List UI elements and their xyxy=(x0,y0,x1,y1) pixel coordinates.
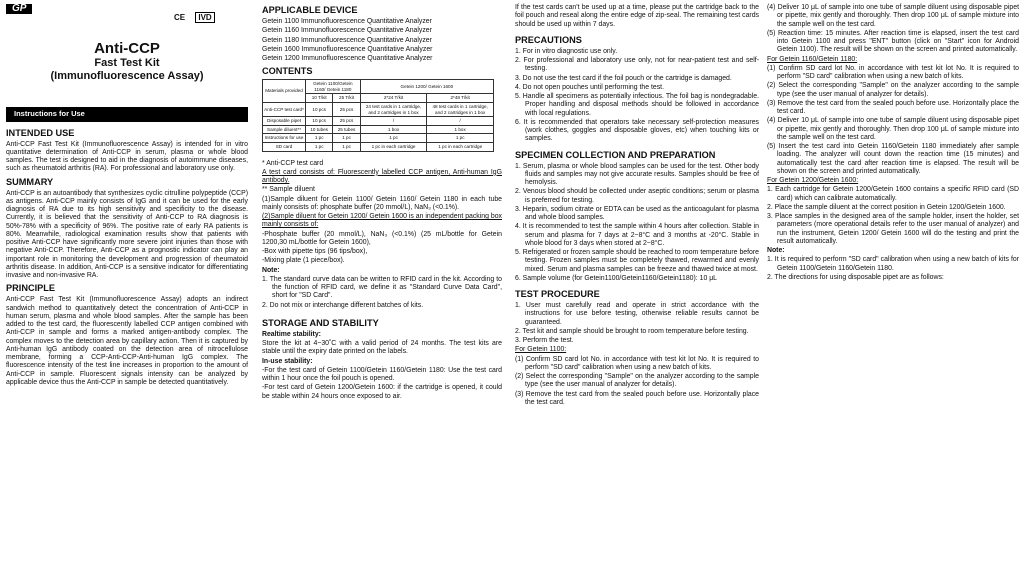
table-subheader: 2*48 T/kit xyxy=(427,94,494,103)
certification-marks xyxy=(174,14,223,22)
table-cell: 25 pcs xyxy=(333,117,360,126)
note-line: -Box with pipette tips (96 tips/box), xyxy=(262,248,368,256)
procedure-step: (5) Insert the test card into Getein 1160/Getein 1180 immediately after sample loading. The analyzer will count down the reaction time (15 minutes) and automatically test the card after reaction time is elapsed. The result will be shown on the screen and printed automatically. xyxy=(767,143,1019,175)
table-cell: 10 pcs xyxy=(306,117,333,126)
procedure-step: (3) Remove the test card from the sealed pouch before use. Horizontally place the test card. xyxy=(515,390,759,406)
storage-heading: STORAGE AND STABILITY xyxy=(262,317,379,328)
table-cell: 1 box xyxy=(360,125,427,134)
precaution-item: 6. It is recommended that operators take necessary self-protection measures (work clothes, goggles and disposable gloves, etc) when touching kits or samples. xyxy=(515,118,759,143)
procedure-step: (4) Deliver 10 μL of sample into one tube of sample diluent using disposable pipet or pipette, mix gently and thoroughly. Then drop 100 μL of sample mixture into the sample well on the test card. xyxy=(767,117,1019,141)
stability-continued-text: If the test cards can't be used up at a time, please put the cartridge back to the foil pouch and reseal along the entire edge of zip-seal. The remaining test cards should be used up within 7 days. xyxy=(515,4,759,28)
note-item: 1. The standard curve data can be written to RFID card in the kit. According to the function of RFID card, we define it as "Standard Curve Data Card", short for "SD Card". xyxy=(262,275,502,300)
table-cell: Anti-CCP test card* xyxy=(263,103,306,117)
inuse-label: In-use stability: xyxy=(262,357,313,365)
note-line: (2)Sample diluent for Getein 1200/ Getein 1600 is an independent packing box mainly consists of: xyxy=(262,213,502,229)
precaution-item: 2. For professional and laboratory use only, not for near-patient test and self-testing. xyxy=(515,57,759,73)
procedure-step: (1) Confirm SD card lot No. in accordance with test kit lot No. It is required to perform "SD card" calibration when using a new batch of kits. xyxy=(515,355,759,371)
specimen-item: 2. Venous blood should be collected under aseptic conditions; serum or plasma is preferred for testing. xyxy=(515,188,759,204)
column-1 xyxy=(6,4,248,388)
device-item: Getein 1600 Immunofluorescence Quantitative Analyzer xyxy=(262,45,433,53)
note-line: * Anti-CCP test card xyxy=(262,159,324,167)
title-block xyxy=(6,40,248,83)
note-item: 2. The directions for using disposable pipet are as follows: xyxy=(767,273,944,281)
column-2 xyxy=(262,4,502,402)
getein-1200-subheading: For Getein 1200/Getein 1600: xyxy=(767,177,859,184)
product-subtitle-assay: (Immunofluorescence Assay) xyxy=(50,70,204,83)
realtime-label: Realtime stability: xyxy=(262,330,321,338)
note-label: Note: xyxy=(262,266,280,274)
procedure-step: 2. Place the sample diluent at the correct position in Getein 1200/Getein 1600. xyxy=(767,203,1006,211)
summary-heading: SUMMARY xyxy=(6,176,54,187)
table-cell: 1 pc xyxy=(306,143,333,152)
table-cell: 1 pc xyxy=(427,134,494,143)
specimen-heading: SPECIMEN COLLECTION AND PREPARATION xyxy=(515,149,716,160)
principle-heading: PRINCIPLE xyxy=(6,283,56,294)
table-cell: Instructions for use xyxy=(263,134,306,143)
product-title: Anti-CCP xyxy=(94,40,160,58)
table-row xyxy=(263,103,494,117)
device-item: Getein 1100 Immunofluorescence Quantitative Analyzer xyxy=(262,18,432,25)
table-header-group1: Getein 1100/Getein 1160/ Getein 1180 xyxy=(306,80,361,94)
table-subheader: 10 T/kit xyxy=(306,94,333,103)
note-line: ** Sample diluent xyxy=(262,186,315,194)
procedure-step: (3) Remove the test card from the sealed pouch before use. Horizontally place the test card. xyxy=(767,99,1019,115)
table-cell: 1 pc in each cartridge xyxy=(427,143,494,152)
table-cell: Sample diluent** xyxy=(263,125,306,134)
specimen-item: 4. It is recommended to test the sample within 4 hours after collection. Stable in serum and plasma for 7 days at 2~8°C and 3 months at -20°C. Stable in whole blood for 3 days when stored at 2~8°C. xyxy=(515,223,759,247)
table-row xyxy=(263,117,494,126)
table-cell: 25 tubes xyxy=(333,125,360,134)
table-cell: / xyxy=(360,117,427,126)
contents-heading: CONTENTS xyxy=(262,66,313,77)
note-label: Note: xyxy=(767,247,785,254)
table-cell: 1 box xyxy=(427,125,494,134)
device-item: Getein 1180 Immunofluorescence Quantitative Analyzer xyxy=(262,36,432,44)
precaution-item: 5. Handle all specimens as potentially infectious. The foil bag is nondegradable. Proper handling and disposal methods should be followed in accordance with local regulations. xyxy=(515,93,759,117)
precautions-heading: PRECAUTIONS xyxy=(515,34,582,45)
table-cell: Disposable pipet xyxy=(263,117,306,126)
inuse-item: -For test card of Getein 1200/Getein 1600: if the cartridge is opened, it could be stable within 24 hours once exposed to air. xyxy=(262,384,502,400)
specimen-item: 5. Refrigerated or frozen sample should be reached to room temperature before testing. Frozen samples must be completely thawed, rewarmed and evenly mixed. Serum and plasma samples can be freeze and thawed twice at most. xyxy=(515,249,759,273)
precaution-item: 1. For in vitro diagnostic use only. xyxy=(515,47,618,55)
specimen-item: 1. Serum, plasma or whole blood samples can be used for the test. Other body fluids and samples may not give accurate results. Samples should be free of hemolysis. xyxy=(515,162,759,186)
intended-use-heading: INTENDED USE xyxy=(6,127,75,138)
realtime-text: Store the kit at 4~30˚C with a valid period of 24 months. The test kits are stable until the expiry date printed on the labels. xyxy=(262,340,502,356)
table-row xyxy=(263,134,494,143)
contents-table xyxy=(262,79,494,151)
procedure-item: 3. Perform the test. xyxy=(515,337,574,344)
procedure-step: (4) Deliver 10 μL of sample into one tube of sample diluent using disposable pipet or pipette, mix gently and thoroughly. Then drop 100 μL of sample mixture into the sample well on the test card. xyxy=(767,4,1019,28)
note-line: -Mixing plate (1 piece/box). xyxy=(262,257,345,265)
device-item: Getein 1160 Immunofluorescence Quantitative Analyzer xyxy=(262,27,432,35)
procedure-step: 3. Place samples in the designed area of the sample holder, insert the holder, set parameters (more operational details refer to the user manual of analyzer) and run the instrument, Getein 1200/ Getein 1600 will do the testing and print the result automatically. xyxy=(767,213,1019,245)
procedure-step: (2) Select the corresponding "Sample" on the analyzer according to the sample type (see the user manual of analyzer for details). xyxy=(515,373,759,389)
procedure-step: (2) Select the corresponding "Sample" on the analyzer according to the sample type (see the user manual of analyzer for details). xyxy=(767,82,1019,98)
summary-text: Anti-CCP is an autoantibody that synthesizes cyclic citrulline polypeptide (CCP) as antigens. Anti-CCP mainly consists of IgG and it can be used for the early diagnosis of RA due to its high sensitivity and specificity to the disease. Currently, it is believed that the sensitivity of Anti-CCP to RA diagnosis is 50%-78% with a specificity of 96%. The positive rate of early RA patients is 80%. Meanwhile, radiological examination results show that patients with positive Anti-CCP have significantly more severe joint injuries than those with negative Anti-CCP. Therefore, Anti-CCP as a prognostic indicator can play an important role in monitoring the development and progression of rheumatoid arthritis disease. In addition, Anti-CCP is a sensitive indicator for differentiating invasive and non-invasive RA. xyxy=(6,189,248,279)
table-cell: 25 pcs xyxy=(333,103,360,117)
table-cell: SD card xyxy=(263,143,306,152)
table-subheader: 25 T/kit xyxy=(333,94,360,103)
intended-use-text: Anti-CCP Fast Test Kit (Immunofluorescence Assay) is intended for in vitro quantitative determination of Anti-CCP in serum, plasma or whole blood samples. The test is designed to aid in the diagnosis of autoimmune diseases, such as rheumatoid arthritis (RA). For professional and laboratory use only. xyxy=(6,140,248,173)
table-row xyxy=(263,125,494,134)
table-cell: 1 pc in each cartridge xyxy=(360,143,427,152)
note-line: A test card consists of: Fluorescently labelled CCP antigen, Anti-human IgG antibody. xyxy=(262,168,502,185)
table-cell: / xyxy=(427,117,494,126)
table-cell: 1 pc xyxy=(306,134,333,143)
instructions-bar: Instructions for Use xyxy=(6,107,248,121)
specimen-item: 3. Heparin, sodium citrate or EDTA can be used as the anticoagulant for plasma and whole blood samples. xyxy=(515,205,759,221)
table-cell: 1 pc xyxy=(360,134,427,143)
column-3 xyxy=(515,4,759,408)
note-item: 2. Do not mix or interchange different batches of kits. xyxy=(262,301,424,309)
ivd-mark-icon: IVD xyxy=(195,12,214,23)
note-line: -Phosphate buffer (20 mmol/L), NaN₃ (<0.1%) (25 mL/bottle for Getein 1200,30 mL/bottle for Getein 1600), xyxy=(262,230,502,246)
procedure-item: 2. Test kit and sample should be brought to room temperature before testing. xyxy=(515,327,749,335)
table-header-group2: Getein 1200/ Getein 1600 xyxy=(360,80,493,94)
precaution-item: 4. Do not open pouches until performing the test. xyxy=(515,83,665,91)
table-cell: 1 pc xyxy=(333,143,360,152)
table-subheader: 2*24 T/kit xyxy=(360,94,427,103)
note-line: (1)Sample diluent for Getein 1100/ Getein 1160/ Getein 1180 in each tube mainly consists of: phosphate buffer (20 mmol/L), NaN₃ (<0.1%). xyxy=(262,195,502,211)
table-header-materials: Materials provided xyxy=(263,80,306,103)
principle-text: Anti-CCP Fast Test Kit (Immunofluorescence Assay) adopts an indirect sandwich method to quantitatively detect the concentration of Anti-CCP in human serum, plasma and whole blood samples. After the sample has been added to the test card, the fluorescently labelled CCP antigen combined with Anti-CCP in sample and forms a marked antigen-antibody complex. The complex moves to the detection area by capillary action. Then it is captured by Anti-human IgG antibody coated on the detection area of nitrocellulose membrane, forming a CCP-Anti-CCP-Anti-human IgG complex. The fluorescence intensity of the test line increases in proportion to the amount of Anti-CCP in sample. Fluorescent signals intensity can be analyzed by applicable device thus the Anti-CCP in sample be detected quantitatively. xyxy=(6,296,248,386)
specimen-item: 6. Sample volume (for Getein1100/Getein1160/Getein1180): 10 μL xyxy=(515,274,718,282)
table-cell: 24 test cards in 1 cartridge, and 2 cartridges in 1 box xyxy=(360,103,427,117)
product-subtitle: Fast Test Kit xyxy=(94,57,160,70)
table-cell: 1 pc xyxy=(333,134,360,143)
getein-1160-subheading: For Getein 1160/Getein 1180: xyxy=(767,55,858,63)
procedure-step: (5) Reaction time: 15 minutes. After reaction time is elapsed, insert the test card into Getein 1100 and press "ENT" button (click on "Start" icon for Android Getein 1100). The result will be shown on the screen and printed automatically. xyxy=(767,29,1019,54)
getein-1100-subheading: For Getein 1100: xyxy=(515,346,567,354)
table-row xyxy=(263,143,494,152)
brand-logo: GP xyxy=(6,4,32,14)
procedure-step: (1) Confirm SD card lot No. in accordance with test kit lot No. It is required to perform "SD card" calibration when using a new batch of kits. xyxy=(767,64,1019,80)
column-4 xyxy=(767,4,1019,283)
note-item: 1. It is required to perform "SD card" calibration when using a new batch of kits for Getein 1100/Getein 1160/Getein 1180. xyxy=(767,256,1019,272)
inuse-item: -For the test card of Getein 1100/Getein 1160/Getein 1180: Use the test card within 1 hour once the foil pouch is opened. xyxy=(262,366,502,383)
device-item: Getein 1200 Immunofluorescence Quantitative Analyzer xyxy=(262,55,433,62)
procedure-step: 1. Each cartridge for Getein 1200/Getein 1600 contains a specific RFID card (SD card) which can calibrate automatically. xyxy=(767,186,1019,202)
test-procedure-heading: TEST PROCEDURE xyxy=(515,289,600,299)
table-cell: 10 pcs xyxy=(306,103,333,117)
applicable-device-heading: APPLICABLE DEVICE xyxy=(262,5,358,15)
precaution-item: 3. Do not use the test card if the foil pouch or the cartridge is damaged. xyxy=(515,74,732,82)
table-cell: 10 tubes xyxy=(306,125,333,134)
ce-mark-icon: CE xyxy=(174,13,186,22)
procedure-item: 1. User must carefully read and operate in strict accordance with the instructions for use before testing, otherwise reliable results cannot be guaranteed. xyxy=(515,302,759,326)
table-cell: 48 test cards in 1 cartridge, and 2 cartridges in 1 box xyxy=(427,103,494,117)
